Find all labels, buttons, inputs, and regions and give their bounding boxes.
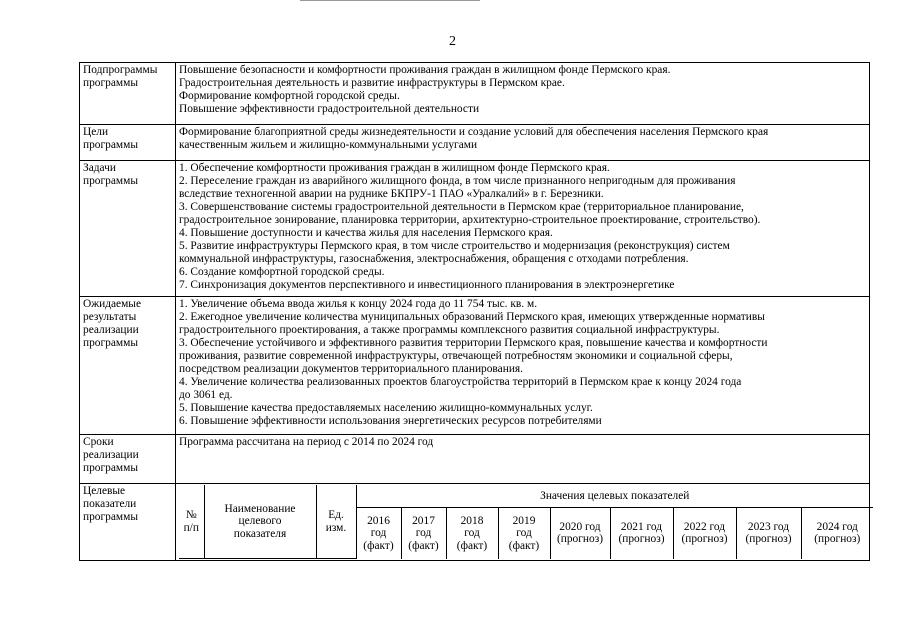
- page-number: 2: [449, 34, 456, 49]
- subprograms-label: Подпрограммы программы: [80, 63, 176, 125]
- indicators-label: Целевые показатели программы: [80, 484, 176, 561]
- header-target-values: Значения целевых показателей: [356, 485, 873, 508]
- header-year-2019: 2019 год (факт): [498, 508, 550, 559]
- tasks-content: [176, 161, 870, 297]
- row-expected-results: [80, 297, 870, 435]
- result-line: 1. Увеличение объема ввода жилья к концу 2024 года до 11 754 тыс. кв. м.: [179, 298, 538, 310]
- task-line: 3. Совершенствование системы градостроительной деятельности в Пермском крае (территориальное планирование,: [179, 201, 744, 213]
- subprogram-item: Формирование комфортной городской среды.: [179, 90, 400, 102]
- result-line: посредством реализации документов территориального планирования.: [179, 363, 523, 375]
- result-line: 3. Обеспечение устойчивого и эффективного развития территории Пермского края, повышение качества и комфортности: [179, 337, 768, 349]
- task-line: градостроительное зонирование, планировка территории, архитектурно-строительное проектирование, строительство).: [179, 214, 761, 226]
- terms-label: Сроки реализации программы: [80, 435, 176, 484]
- task-line: 4. Повышение доступности и качества жилья для населения Пермского края.: [179, 227, 553, 239]
- task-line: 6. Создание комфортной городской среды.: [179, 266, 385, 278]
- tasks-label: Задачи программы: [80, 161, 176, 297]
- header-number: № п/п: [179, 485, 204, 559]
- header-year-2023: 2023 год (прогноз): [736, 508, 801, 559]
- subprogram-item: Повышение безопасности и комфортности проживания граждан в жилищном фонде Пермского края.: [179, 64, 671, 76]
- subprogram-item: Градостроительная деятельность и развитие инфраструктуры в Пермском крае.: [179, 77, 565, 89]
- header-year-2018: 2018 год (факт): [446, 508, 498, 559]
- row-terms: [80, 435, 870, 484]
- header-year-2024: 2024 год (прогноз): [801, 508, 873, 559]
- header-year-2016: 2016 год (факт): [356, 508, 401, 559]
- result-line: проживания, развитие современной инфраструктуры, отвечающей потребностям экономики и социальной сферы,: [179, 350, 733, 362]
- row-subprograms: [80, 63, 870, 125]
- results-content: [176, 297, 870, 435]
- header-year-2022: 2022 год (прогноз): [673, 508, 736, 559]
- task-line: вследствие техногенной аварии на руднике БКПРУ-1 ПАО «Уралкалий» в г. Березники.: [179, 188, 604, 200]
- task-line: коммунальной инфраструктуры, газоснабжения, электроснабжения, обращения с отходами потребления.: [179, 253, 689, 265]
- terms-content: Программа рассчитана на период с 2014 по 2024 год: [176, 435, 870, 484]
- subprograms-content: [176, 63, 870, 125]
- header-unit: Ед. изм.: [316, 485, 356, 559]
- result-line: до 3061 ед.: [179, 389, 233, 401]
- result-line: 6. Повышение эффективности использования энергетических ресурсов потребителями: [179, 415, 602, 427]
- indicators-table: [179, 485, 873, 559]
- subprogram-item: Повышение эффективности градостроительной деятельности: [179, 103, 480, 115]
- header-year-2020: 2020 год (прогноз): [550, 508, 610, 559]
- task-line: 7. Синхронизация документов перспективного и инвестиционного планирования в электроэнергетике: [179, 279, 675, 291]
- header-year-2021: 2021 год (прогноз): [610, 508, 673, 559]
- header-year-2017: 2017 год (факт): [401, 508, 446, 559]
- results-label: Ожидаемые результаты реализации программы: [80, 297, 176, 435]
- task-line: 1. Обеспечение комфортности проживания граждан в жилищном фонде Пермского края.: [179, 162, 610, 174]
- goals-content: Формирование благоприятной среды жизнедеятельности и создание условий для обеспечения населения Пермского края качественным жильем и жилищно-коммунальными услугами: [176, 125, 870, 161]
- goals-label: Цели программы: [80, 125, 176, 161]
- result-line: градостроительного проектирования, а также программы комплексного развития социальной инфраструктуры.: [179, 324, 720, 336]
- result-line: 5. Повышение качества предоставляемых населению жилищно-коммунальных услуг.: [179, 402, 593, 414]
- row-target-indicators: [80, 484, 870, 561]
- task-line: 5. Развитие инфраструктуры Пермского края, в том числе строительство и модернизация (реконструкция) систем: [179, 240, 730, 252]
- indicators-content: [176, 484, 870, 561]
- task-line: 2. Переселение граждан из аварийного жилищного фонда, в том числе признанного непригодным для проживания: [179, 175, 736, 187]
- result-line: 4. Увеличение количества реализованных проектов благоустройства территорий в Пермском крае к концу 2024 года: [179, 376, 742, 388]
- program-passport-table: [79, 62, 870, 561]
- header-indicator-name: Наименование целевого показателя: [204, 485, 316, 559]
- row-goals: [80, 125, 870, 161]
- row-tasks: [80, 161, 870, 297]
- top-scan-rule: [300, 0, 480, 1]
- result-line: 2. Ежегодное увеличение количества муниципальных образований Пермского края, имеющих утвержденные нормативы: [179, 311, 765, 323]
